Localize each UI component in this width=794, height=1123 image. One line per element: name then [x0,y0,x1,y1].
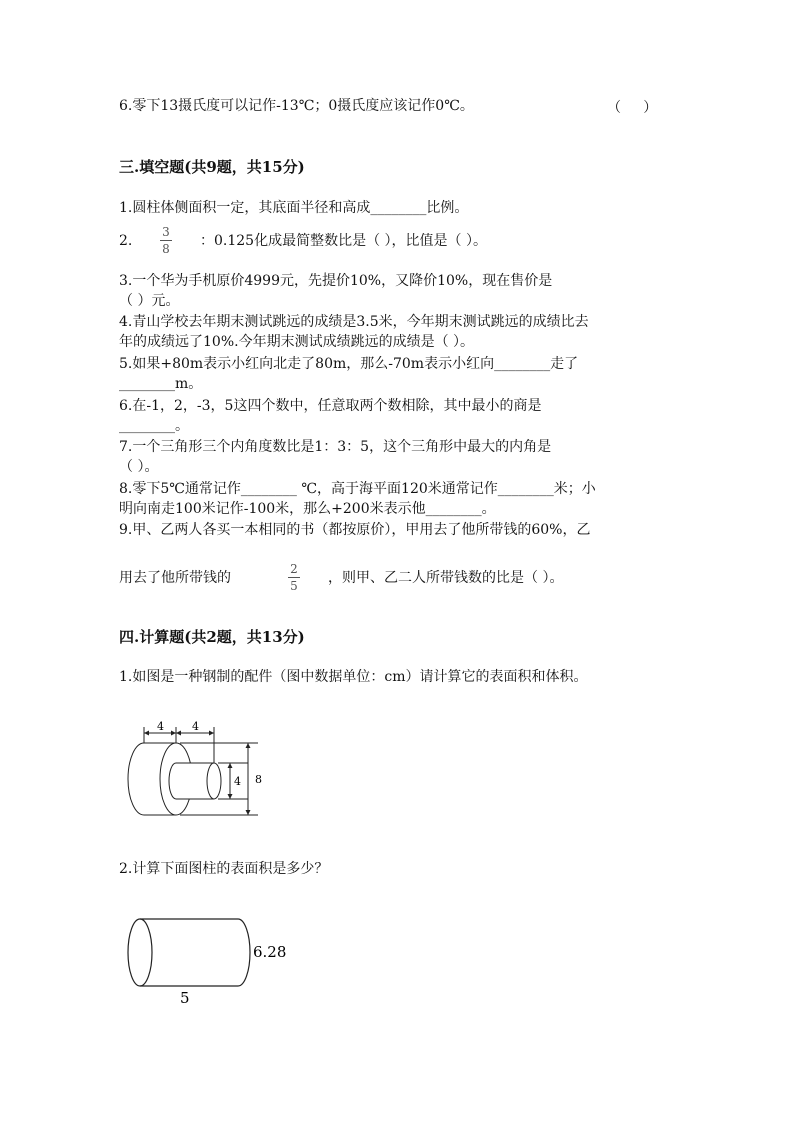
cylinder-edges [140,919,238,986]
fraction-bar [160,240,172,241]
fraction-denominator: 8 [162,242,170,256]
fraction [288,562,300,593]
cylinder-right-face [238,919,250,986]
fill-question-1: 1.圆柱体侧面积一定，其底面半径和高成________比例。 [119,200,469,216]
fill-question-5-line-1: 5.如果+80m表示小红向北走了80m，那么-70m表示小红向________走了 [119,356,579,372]
big-cylinder-left-face [128,743,144,815]
question-line-2-start: 用去了他所带钱的 [119,570,231,586]
fill-question-3-line-1: 3.一个华为手机原价4999元，先提价10%，又降价10%，现在售价是 [119,273,553,289]
question-number: 2. [119,233,133,249]
section-3-heading: 三.填空题(共9题，共15分) [119,158,305,176]
fill-question-8-line-2: 明向南走100米记作-100米，那么+200米表示他________。 [119,501,496,517]
fraction-denominator: 5 [290,579,298,593]
label-big-diameter: 8 [255,773,262,786]
fraction-bar [288,577,300,578]
fill-question-4-line-2: 年的成绩远了10%.今年期末测试成绩跳远的成绩是（ ）。 [119,334,475,350]
label-small-length: 4 [192,720,199,733]
fill-question-6-line-1: 6.在-1，2，-3，5这四个数中，任意取两个数相除，其中最小的商是 [119,398,542,414]
section-4-heading: 四.计算题(共2题，共13分) [119,628,305,646]
fill-question-7-line-1: 7.一个三角形三个内角度数比是1：3：5，这个三角形中最大的内角是 [119,439,552,455]
fraction-numerator: 2 [290,562,298,576]
fill-question-4-line-1: 4.青山学校去年期末测试跳远的成绩是3.5米，今年期末测试跳远的成绩比去 [119,314,589,330]
fill-question-8-line-1: 8.零下5℃通常记作________ ℃，高于海平面120米通常记作________米；小 [119,481,596,497]
fill-question-7-line-2: （ ）。 [119,459,159,475]
answer-blank[interactable]: （ ） [607,100,658,116]
fill-question-5-line-2: ________m。 [119,376,203,392]
stepped-cylinder-figure [118,715,278,825]
fill-question-6-line-2: ________。 [119,418,189,434]
calc-question-1: 1.如图是一种钢制的配件（图中数据单位：cm）请计算它的表面积和体积。 [119,669,588,685]
fraction-numerator: 3 [162,225,170,239]
question-text: ：0.125化成最简整数比是（ ），比值是（ ）。 [200,233,487,249]
cylinder-left-face [128,919,152,986]
label-width: 5 [180,989,190,1007]
question-line-1: 9.甲、乙两人各买一本相同的书（都按原价），甲用去了他所带钱的60%，乙 [119,522,591,538]
small-cylinder-right-face [207,763,221,799]
question-line-2-end: ，则甲、乙二人所带钱数的比是（ ）。 [328,570,564,586]
label-small-diameter: 4 [234,775,241,788]
calc-question-2: 2.计算下面图柱的表面积是多少？ [119,861,329,877]
question-text: 6.零下13摄氏度可以记作-13℃；0摄氏度应该记作0℃。 [119,98,474,114]
fill-question-3-line-2: （ ）元。 [119,293,180,309]
label-height: 6.28 [253,943,287,961]
cylinder-figure [118,912,298,1012]
fraction [160,225,172,256]
label-big-length: 4 [157,720,164,733]
